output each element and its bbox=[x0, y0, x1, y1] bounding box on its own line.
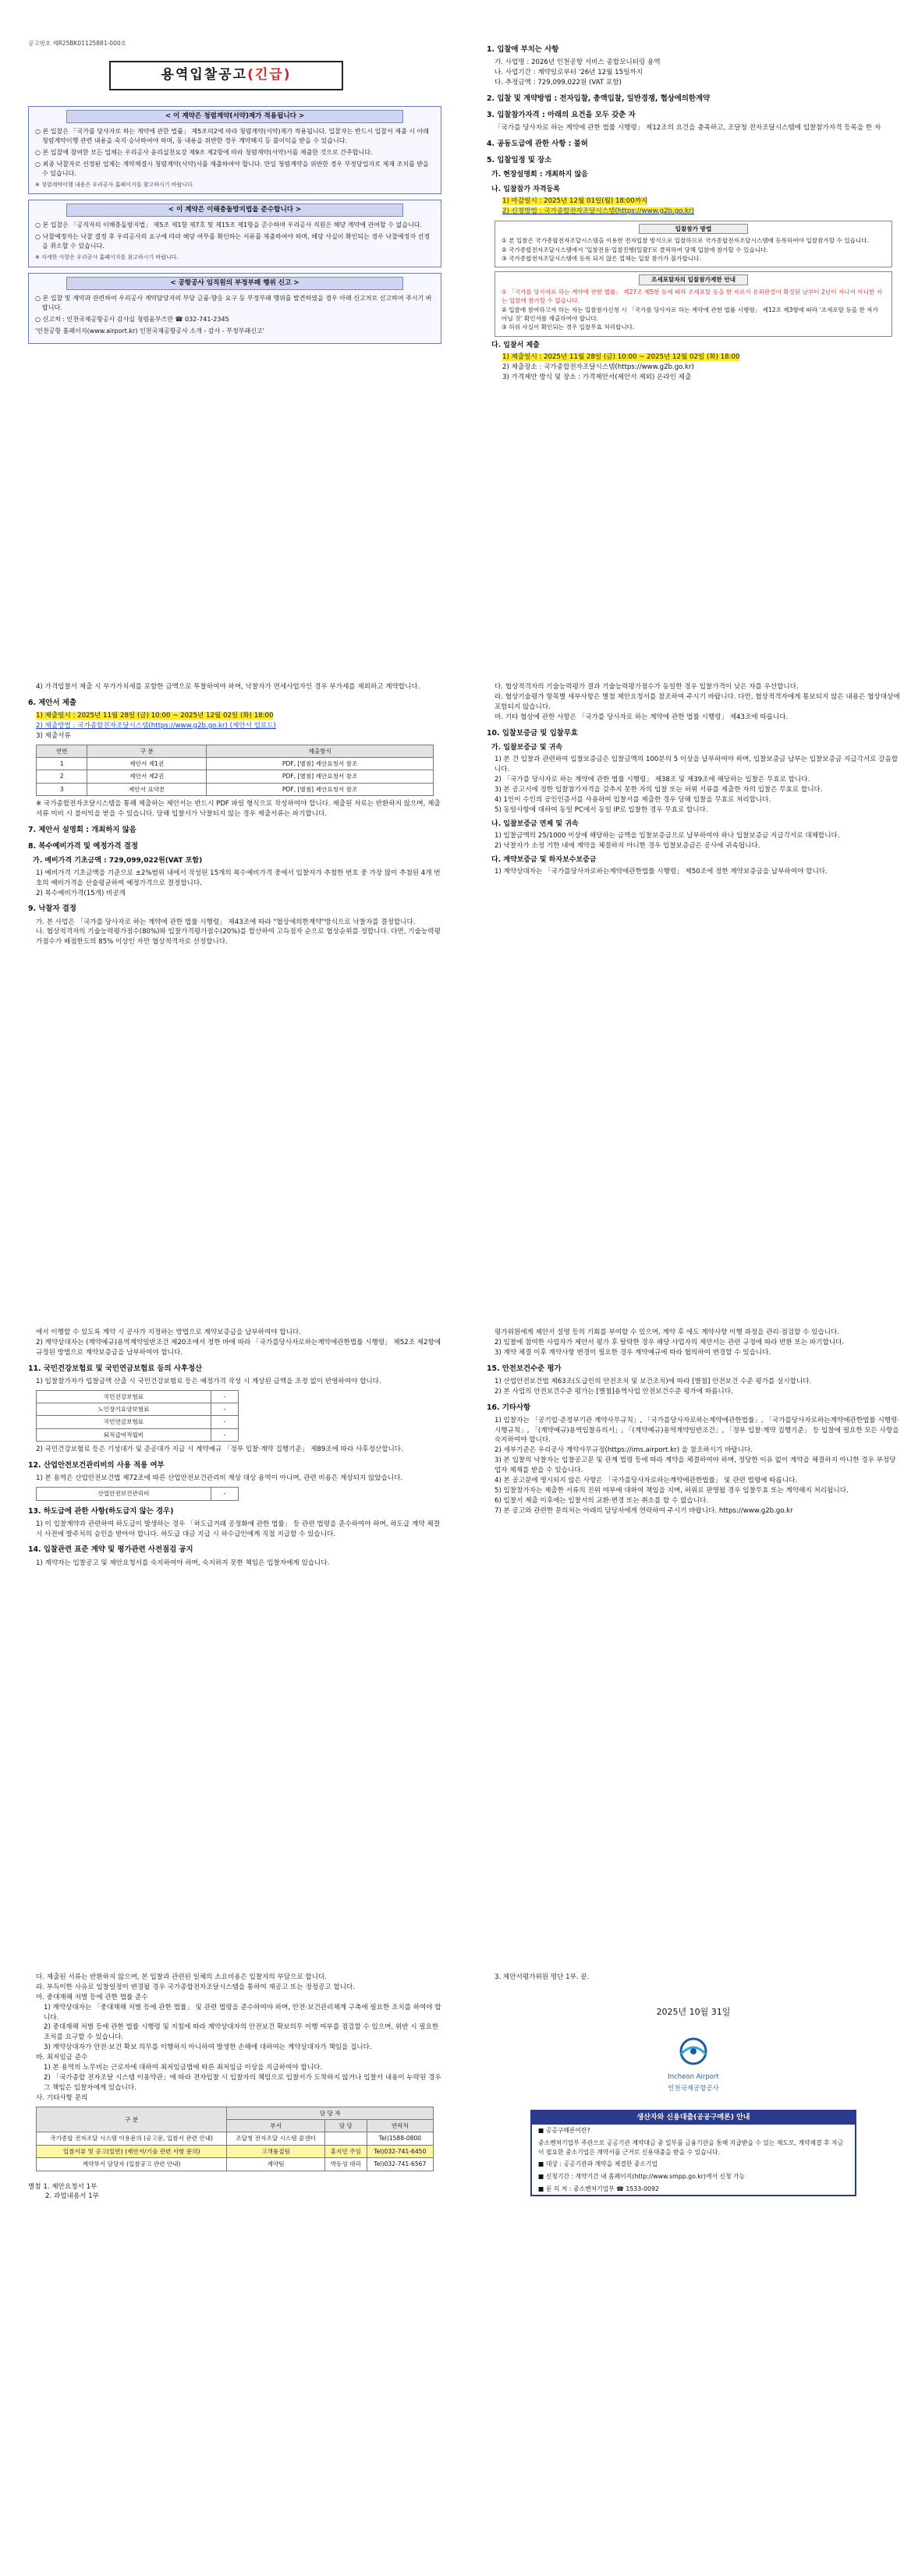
registration-deadline: 1) 마감일시 : 2025년 12월 01일(월) 18:00까지 bbox=[502, 197, 648, 206]
publish-date: 2025년 10월 31일 bbox=[656, 2006, 731, 2017]
table-row: 입찰서류 및 공고(일반) (제안서/기술 관련 사항 문의) 고객품질팀 홍지민 주임 Tel)032-741-6450 bbox=[37, 2145, 434, 2157]
table-row: 노인장기요양보험료 - bbox=[37, 1403, 239, 1416]
submission-period: 1) 제출일시 : 2025년 11월 28일 (금) 10:00 ~ 2025년 12월 02일 (화) 18:00 bbox=[502, 353, 740, 362]
page-title: 용역입찰공고(긴급) bbox=[109, 61, 343, 90]
table-row: 국민건강보험료 - bbox=[37, 1390, 239, 1403]
table-row: 계약부서 담당자 (입찰공고 관련 안내) 계약팀 박동성 대리 Tel)032-741-6567 bbox=[37, 2158, 434, 2171]
bid-method-notice: 입찰참가 방법 ① 본 입찰은 국가종합전자조달시스템을 이용한 전자입찰 방식으로 입찰하므로 국가종합전자조달시스템에 등록하여야 입찰참가할 수 있습니다. ② 국가종합전자조달시스템에서 '입찰전용·입찰진행(일괄)'로 클릭하여 당해 입찰에 참가할 수 있습니다. ③ 국가종합전자조달시스템에 등록 되지 않은 업체는 입찰 참가가 불가합니다. bbox=[494, 221, 892, 268]
table-row: 산업안전보건관리비 - bbox=[37, 1488, 239, 1500]
contact-table: 구 분 담 당 자 부서 담 당 연락처 국가종합 전자조달 시스템 이용문의 (공고문, 입찰서 관련 안내) 조달청 전자조달 시스템 콜센터 Tel)1588-0800 입찰서류 및 공고(일반) (제안서/기술 관련 사항 문의) 고객품질팀 홍지민 주임 Tel)032-741-6450 계약부서 담당자 (입찰공고 관련 안내) 계약팀 박동성 대리 Tel)032-741-6567 bbox=[36, 2107, 434, 2171]
page-2: 4) 가격입찰서 제출 시 부가가치세를 포함한 금액으로 투찰하여야 하며, 낙찰자가 면세사업자인 경우 부가세를 제외하고 계약합니다. 6. 제안서 제출 1) 제출일시 : 2025년 11월 28일 (금) 10:00 ~ 2025년 12월 02일 (화) 18:00 2) 제출방법 : 국가종합전자조달시스템(https://www.g2b.go.kr) (제안서 업로드) 3) 제출서류 연번 구 분 제출방식 1 제안서 제1권 PDF, [별첨] 제안요청서 참조 2 제안서 제2권 PDF, [별첨] 제안요청서 참조 3 제안서 요약본 PDF, [별첨] 제안요청서 참조 ※ 국가종합전자조달시스템을 통해 제출하는 제안서는 반드시 PDF 파일 형식으로 작성하여야 합니다. 제출된 자료는 반환하지 않으며, 제출서류 미비 시 불이익을 받을 수 있습니다. 당해 입찰서가 낙찰되지 않는 경우 제출서류는 파기합니다. 7. 제안서 설명회 : 개최하지 않음 8. 복수예비가격 및 예정가격 결정 가. 예비가격 기초금액 : 729,099,022원(VAT 포함) 1) 예비가격 기초금액을 기준으로 ±2%범위 내에서 작성된 15개의 복수예비가격 중에서 입찰자가 추첨한 번호 중 가장 많이 추첨된 4개 번호의 예비가격을 산술평균하여 예정가격으로 결정합니다. 2) 복수예비가격(15개) 비공개 9. 낙찰자 결정 가. 본 사업은 「국가를 당사자로 하는 계약에 관한 법률 시행령」 제43조에 따라 "협상에의한계약"방식으로 낙찰자를 결정합니다. 나. 협상적격자의 기술능력평가점수(80%)와 입찰가격평가점수(20%)를 합산하여 고득점자 순으로 협상순위를 정합니다. 다만, 기술능력평가점수가 배점한도의 85% 이상인 자만 협상적격자로 선정합니다. 다. 협상적격자의 기술능력평가 결과 기술능력평가점수가 동일한 경우 입찰가격이 낮은 자를 우선합니다. 라. 협상기술평가 항목별 세부사항은 별첨 제안요청서를 참조하여 주시기 바랍니다. 다만, 협상적격자에게 통보되지 않은 내용은 협상대상에 포함되지 않습니다. 마. 기타 협상에 관한 사항은 「국가를 당사자로 하는 계약에 관한 법률 시행령」 제43조에 따릅니다. 10. 입찰보증금 및 입찰무효 가. 입찰보증금 및 귀속 1) 본 건 입찰과 관련하여 입찰보증금은 입찰금액의 100분의 5 이상을 납부하여야 하며, 입찰보증금 납부는 입찰보증금 지급각서로 갈음합니다. 2) 「국가를 당사자로 하는 계약에 관한 법률 시행령」 제38조 및 제39조에 해당하는 입찰은 무효로 합니다. 3) 본 공고서에 정한 입찰참가자격을 갖추지 못한 자의 입찰 또는 허위 서류를 제출한 자의 입찰은 무효로 합니다. 4) 1인이 수인의 공인인증서를 사용하여 입찰서를 제출한 경우 당해 입찰을 무효로 처리합니다. 5) 동일사항에 대하여 동일 PC에서 동일 IP로 입찰한 경우 무효로 합니다. 나. 입찰보증금 면제 및 귀속 1) 입찰금액의 25/1000 이상에 해당하는 금액을 입찰보증금으로 납부하여야 하나 입찰보증금 지급각서로 대체합니다. 2) 낙찰자가 소정 기한 내에 계약을 체결하지 아니한 경우 입찰보증금은 공사에 귀속됩니다. 다. 계약보증금 및 하자보수보증금 1) 계약상대자는 「국가를당사자로하는계약에관한법률 시행령」 제50조에 정한 계약보증금을 납부하여야 합니다. bbox=[28, 683, 900, 947]
urgent-label: (긴급) bbox=[247, 67, 292, 83]
page-1 bbox=[0, 0, 911, 640]
left-column bbox=[28, 106, 441, 349]
corruption-report-box: < 공항공사 임직원의 부정부패 행위 신고 > ○ 본 입찰 및 계약과 관련하여 우리공사 계약담당자의 부당 금품·향응 요구 등 부정부패 행위를 발견하였을 경우 아래 신고처로 신고하여 주시기 바랍니다. ○ 신고처 : 인천국제공항공사 감사실 청렴옴부즈만 ☎ 032-741-2345 '인천공항 홈페이지(www.airport.kr) 인천국제공항공사 소개 - 감사 - 부정부패신고' bbox=[28, 273, 441, 344]
airport-logo-icon bbox=[670, 2036, 717, 2067]
insurance-table bbox=[36, 1390, 239, 1442]
tax-evasion-notice: 조세포탈자의 입찰참가제한 안내 ① 「국가를 당사자로 하는 계약에 관한 법률」 제27조 제5항 등에 따라 조세포탈 등을 한 자로서 유죄판결이 확정된 날부터 2년이 지나지 아니한 자는 입찰에 참가할 수 없습니다. ② 입찰에 참여하고자 하는 자는 입찰참가신청 시 「국가를 당사자로 하는 계약에 관한 법률 시행령」 제12조 제3항에 따라 '조세포탈 등을 한 자가 아닐 것' 확인서를 제출하여야 합니다. ③ 허위 사실이 확인되는 경우 입찰무효 처리합니다. bbox=[494, 271, 892, 336]
table-row: 1 제안서 제1권 PDF, [별첨] 제안요청서 참조 bbox=[37, 758, 434, 770]
table-row: 퇴직급여적립비 - bbox=[37, 1428, 239, 1441]
page-3: 에서 이행할 수 있도록 계약 시 공사가 지정하는 방법으로 계약보증금을 납부하여야 합니다. 2) 계약상대자는 (계약예규)용역계약일반조건 제20조에서 정한 바에 따라 「국가를당사자로하는계약에관한법률 시행령」 제52조 제2항에 규정된 방법으로 계약보증금을 납부하여야 합니다. 11. 국민건강보험료 및 국민연금보험료 등의 사후정산 1) 입찰참가자가 입찰금액 산출 시 국민건강보험료 등은 예정가격 작성 시 계상된 금액을 조정 없이 반영하여야 합니다. 국민건강보험료 - 노인장기요양보험료 - 국민연금보험료 - 퇴직급여적립비 - 2) 국민건강보험료 등은 기성대가 및 준공대가 지급 시 계약예규 「정부 입찰·계약 집행기준」 제89조에 따라 사후정산합니다. 12. 산업안전보건관리비의 사용 적용 여부 1) 본 용역은 산업안전보건법 제72조에 따른 산업안전보건관리비 계상 대상 용역이 아니며, 관련 비용은 계상되지 않았습니다. 산업안전보건관리비 - 13. 하도급에 관한 사항(하도급지 않는 경우) 1) 이 입찰계약과 관련하여 하도급이 발생하는 경우 「하도급거래 공정화에 관한 법률」 등 관련 법령을 준수하여야 하며, 하도급 계약 체결 시 사전에 발주처의 승인을 받아야 합니다. 하도급 대금 지급 시 하수급인에게 직접 지급할 수 있습니다. 14. 입찰관련 표준 계약 및 평가관련 사전점검 공지 1) 계약자는 입찰공고 및 제안요청서를 숙지하여야 하며, 숙지하지 못한 책임은 입찰자에게 있습니다. 평가위원에게 제안서 설명 등의 기회를 부여할 수 있으며, 계약 후 에도 계약사항 이행 과정을 관리·점검할 수 있습니다. 2) 입찰에 참여한 사업자가 제안서 평가 후 탈락한 경우 해당 사업자의 제안서는 관련 규정에 따라 반환 또는 파기합니다. 3) 계약 체결 이후 계약사항 변경이 필요한 경우 계약예규에 따라 협의하여 변경할 수 있습니다. 15. 안전보건수준 평가 1) 산업안전보건법 제63조(도급인의 안전조치 및 보건조치)에 따라 [별첨] 안전보건 수준 평가를 실시합니다. 2) 본 사업의 안전보건수준 평가는 [별첨]용역사업 안전보건수준 평가에 따릅니다. 16. 기타사항 1) 입찰자는 「공기업·준정부기관 계약사무규칙」, 「국가를당사자로하는계약에관한법률」, 「국가를당사자로하는계약에관한법률 시행령·시행규칙」, 「(계약예규)용역입찰유의서」, 「(계약예규)용역계약일반조건」, 「정부 입찰·계약 집행기준」 등 입찰에 필요한 모든 사항을 숙지하여야 합니다. 2) 세부기준은 우리공사 계약사무규정(https://ims.airport.kr) 을 참조하시기 바랍니다. 3) 본 입찰의 낙찰자는 입찰공고문 및 관계 법령 등에 따라 계약을 체결하여야 하며, 정당한 이유 없이 계약을 체결하지 아니한 경우 부정당업자 제재를 받을 수 있습니다. 4) 본 공고문에 명시되지 않은 사항은 「국가를당사자로하는계약에관한법률」 및 관련 법령에 따릅니다. 5) 입찰참가자는 제출한 서류의 진위 여부에 대하여 책임을 지며, 허위로 판명될 경우 입찰무효 또는 계약해지 처리됩니다. 6) 입찰서 제출 이후에는 입찰서의 교환·변경 또는 취소를 할 수 없습니다. 7) 본 공고와 관련한 문의처는 아래의 담당자에게 연락하여 주시기 바랍니다. https://www.g2b.go.kr bbox=[28, 1329, 900, 1567]
incheon-airport-logo: Incheon Airport 인천국제공항공사 bbox=[487, 2036, 900, 2093]
attachments: 별첨 1. 제안요청서 1부 2. 과업내용서 1부 bbox=[28, 2182, 99, 2201]
table-row: 2 제안서 제2권 PDF, [별첨] 제안요청서 참조 bbox=[37, 770, 434, 783]
right-column: 1. 입찰에 부치는 사항 가. 사업명 : 2026년 인천공항 서비스 종합모니터링 용역 나. 사업기간 : 계약일로부터 '26년 12월 15일까지 다. 추정금액 : 729,099,022원 (VAT 포함) 2. 입찰 및 계약방법 : 전자입찰, 총액입찰, 일반경쟁, 협상에의한계약 3. 입찰참가자격 : 아래의 요건을 모두 갖춘 자 「국가를 당사자로 하는 계약에 관한 법률 시행령」 제12조의 요건을 충족하고, 조달청 전자조달시스템에 입찰참가자격 등록을 한 자 4. 공동도급에 관한 사항 : 불허 5. 입찰일정 및 장소 가. 현장설명회 : 개최하지 않음 나. 입찰참가 자격등록 1) 마감일시 : 2025년 12월 01일(월) 18:00까지 2) 신청방법 : 국가종합전자조달시스템(https://www.g2b.go.kr) 입찰참가 방법 ① 본 입찰은 국가종합전자조달시스템을 이용한 전자입찰 방식으로 입찰하므로 국가종합전자조달시스템에 등록하여야 입찰참가할 수 있습니다. ② 국가종합전자조달시스템에서 '입찰전용·입찰진행(일괄)'로 클릭하여 당해 입찰에 참가할 수 있습니다. ③ 국가종합전자조달시스템에 등록 되지 않은 업체는 입찰 참가가 불가합니다. 조세포탈자의 입찰참가제한 안내 ① 「국가를 당사자로 하는 계약에 관한 법률」 제27조 제5항 등에 따라 조세포탈 등을 한 자로서 유죄판결이 확정된 날부터 2년이 지나지 아니한 자는 입찰에 참가할 수 없습니다. ② 입찰에 참여하고자 하는 자는 입찰참가신청 시 「국가를 당사자로 하는 계약에 관한 법률 시행령」 제12조 제3항에 따라 '조세포탈 등을 한 자가 아닐 것' 확인서를 제출하여야 합니다. ③ 허위 사실이 확인되는 경우 입찰무효 처리합니다. 다. 입찰서 제출 1) 제출일시 : 2025년 11월 28일 (금) 10:00 ~ 2025년 12월 02일 (화) 18:00 2) 제출장소 : 국가종합전자조달시스템(https://www.g2b.go.kr) 3) 가격제안 방식 및 장소 : 가격제안서(제안서 제외) 온라인 제출 bbox=[487, 39, 900, 383]
safety-cost-table bbox=[36, 1487, 239, 1500]
table-row: 3 제안서 요약본 PDF, [별첨] 제안요청서 참조 bbox=[37, 783, 434, 795]
integrity-contract-box: < 이 계약은 청렴계약(서약)제가 적용됩니다 > ○ 본 입찰은 「국가를 당사자로 하는 계약에 관한 법률」 제5조의2에 따라 청렴계약(서약)제가 적용됩니다. 입찰자는 반드시 입찰서 제출 시 아래 청렴계약이행 관련 내용을 숙지·승낙하여야 하며, 동 내용을 위반한 경우 계약해지 등 불이익을 받을 수 있습니다. ○ 본 입찰에 참여한 모든 업체는 우리공사 윤리실천요강 제9조 제2항에 따라 청렴계약(서약)서를 제출한 것으로 간주합니다. ○ 최종 낙찰자로 선정된 업체는 계약체결시 청렴계약(서약)서를 제출하여야 합니다. 만일 청렴계약을 위반한 경우 부정당업자로 제재 조치를 받을 수 있습니다. ※ 청렴계약이행 내용은 우리공사 홈페이지를 참고하시기 바랍니다. bbox=[28, 106, 441, 194]
submission-documents-table: 연번 구 분 제출방식 1 제안서 제1권 PDF, [별첨] 제안요청서 참조 2 제안서 제2권 PDF, [별첨] 제안요청서 참조 3 제안서 요약본 PDF, [별첨] 제안요청서 참조 bbox=[36, 745, 434, 797]
g2b-link[interactable]: 2) 신청방법 : 국가종합전자조달시스템(https://www.g2b.go.kr) bbox=[502, 207, 694, 215]
page-4: 다. 제출된 서류는 반환하지 않으며, 본 입찰과 관련된 일체의 소요비용은 입찰자의 부담으로 합니다. 라. 부득이한 사유로 입찰일정이 변경될 경우 국가종합전자조달시스템을 통하여 재공고 또는 정정공고 합니다. 마. 중대재해 처벌 등에 관한 법률 준수 1) 계약상대자는 「중대재해 처벌 등에 관한 법률」 및 관련 법령을 준수하여야 하며, 안전·보건관리체계 구축에 필요한 조치를 하여야 합니다. 2) 중대재해 처벌 등에 관한 법률 시행령 및 지침에 따라 계약상대자의 안전보건 확보의무 이행 여부를 점검할 수 있으며, 위반 시 필요한 조치를 요구할 수 있습니다. 3) 계약상대자가 안전·보건 확보 의무를 이행하지 아니하여 발생한 손해에 대하여는 계약상대자가 책임을 집니다. 바. 최저임금 준수 1) 본 용역의 노무비는 근로자에 대하여 최저임금법에 따른 최저임금 이상을 지급하여야 합니다. 2) 「국가종합 전자조달 시스템 이용약관」에 따라 전자입찰 시 입찰자의 책임으로 입찰서가 도착하지 않거나 입찰서 내용이 누락된 경우 그 책임은 입찰자에게 있습니다. 사. 기타사항 문의 구 분 담 당 자 부서 담 당 연락처 국가종합 전자조달 시스템 이용문의 (공고문, 입찰서 관련 안내) 조달청 전자조달 시스템 콜센터 Tel)1588-0800 입찰서류 및 공고(일반) (제안서/기술 관련 사항 문의) 고객품질팀 홍지민 주임 Tel)032-741-6450 계약부서 담당자 (입찰공고 관련 안내) 계약팀 박동성 대리 Tel)032-741-6567 별첨 1. 제안요청서 1부 2. 과업내용서 1부 3. 제안서평가위원 명단 1부. 끝. 2025년 10월 31일 Incheon Airport 인천국제공항공사 생산자와 신용대출(공공구매론) 안내 ■ 공공구매론이란? 중소벤처기업부 주관으로 공공기관 계약대금 중 일부를 금융기관을 통해 지급받을 수 있는 제도로, 계약체결 후 자금이 필요한 중소기업은 계약서를 근거로 신용대출을 받을 수 있습니다. ■ 대상 : 공공기관과 계약을 체결한 중소기업 ■ 신청기간 : 계약기간 내 홈페이지(http://www.smpp.go.kr)에서 신청 가능 ■ 문 의 처 : 중소벤처기업부 ☎ 1533-0092 bbox=[0, 1932, 911, 2572]
document-number: 공고번호 제R25BK01125881-000호 bbox=[28, 40, 126, 47]
public-purchase-loan-box: 생산자와 신용대출(공공구매론) 안내 ■ 공공구매론이란? 중소벤처기업부 주관으로 공공기관 계약대금 중 일부를 금융기관을 통해 지급받을 수 있는 제도로, 계약체결 후 자금이 필요한 중소기업은 계약서를 근거로 신용대출을 받을 수 있습니다. ■ 대상 : 공공기관과 계약을 체결한 중소기업 ■ 신청기간 : 계약기간 내 홈페이지(http://www.smpp.go.kr)에서 신청 가능 ■ 문 의 처 : 중소벤처기업부 ☎ 1533-0092 bbox=[530, 2110, 856, 2197]
table-row: 국민연금보험료 - bbox=[37, 1416, 239, 1428]
table-row: 국가종합 전자조달 시스템 이용문의 (공고문, 입찰서 관련 안내) 조달청 전자조달 시스템 콜센터 Tel)1588-0800 bbox=[37, 2132, 434, 2145]
conflict-of-interest-box: < 이 계약은 이해충돌방지법을 준수합니다 > ○ 본 입찰은 「공직자의 이해충돌방지법」 제5조 제1항 제7호 및 제15조 제1항을 준수하며 우리공사 직원은 해당 계약에 관여할 수 없습니다. ○ 낙찰예정자는 낙찰 결정 후 우리공사의 요구에 따라 해당 여부를 확인하는 서류를 제출하여야 하며, 해당 사실이 확인되는 경우 낙찰예정자 선정을 취소할 수 있습니다. ※ 자세한 사항은 우리공사 홈페이지를 참고하시기 바랍니다. bbox=[28, 200, 441, 267]
